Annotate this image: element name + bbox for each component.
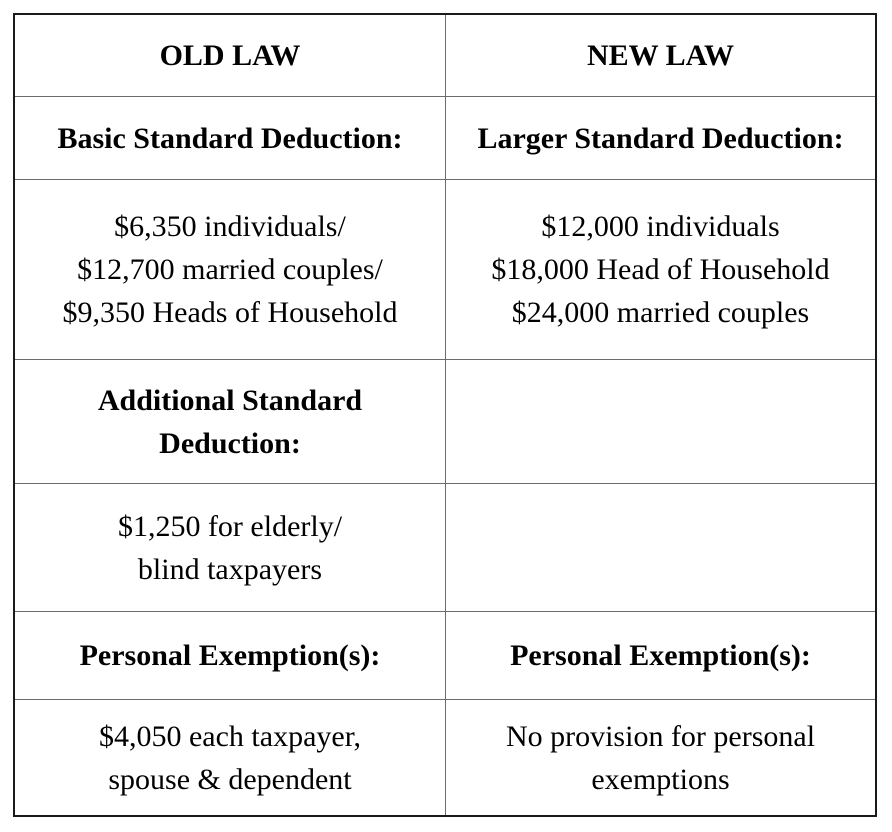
table-row <box>15 484 875 612</box>
old-personal-exemption-amount: $4,050 each taxpayer, spouse & dependent <box>15 700 446 815</box>
table-row <box>15 612 875 700</box>
new-larger-standard-deduction-label: Larger Standard Deduction: <box>477 121 844 155</box>
comparison-table <box>13 13 877 817</box>
table-row <box>15 700 875 815</box>
old-additional-standard-deduction-label: Additional Standard Deduction: <box>15 360 446 483</box>
new-personal-exemption-label: Personal Exemption(s): <box>510 639 811 672</box>
old-standard-deduction-amounts: $6,350 individuals/ $12,700 married couples/ $9,350 Heads of Household <box>15 180 446 359</box>
table-row <box>15 360 875 484</box>
header-old-law: OLD LAW <box>15 15 446 96</box>
new-empty-cell <box>446 360 875 483</box>
header-new-law: NEW LAW <box>587 39 734 72</box>
old-additional-deduction-amount: $1,250 for elderly/ blind taxpayers <box>15 484 446 611</box>
table-row <box>15 97 875 180</box>
new-standard-deduction-amounts: $12,000 individuals $18,000 Head of Household $24,000 married couples <box>491 210 830 329</box>
table-row <box>15 180 875 360</box>
old-basic-standard-deduction-label: Basic Standard Deduction: <box>15 97 446 179</box>
table-header-row <box>15 15 875 97</box>
new-personal-exemption-text: No provision for personal exemptions <box>505 719 816 796</box>
old-personal-exemption-label: Personal Exemption(s): <box>15 612 446 699</box>
new-empty-cell <box>446 484 875 611</box>
